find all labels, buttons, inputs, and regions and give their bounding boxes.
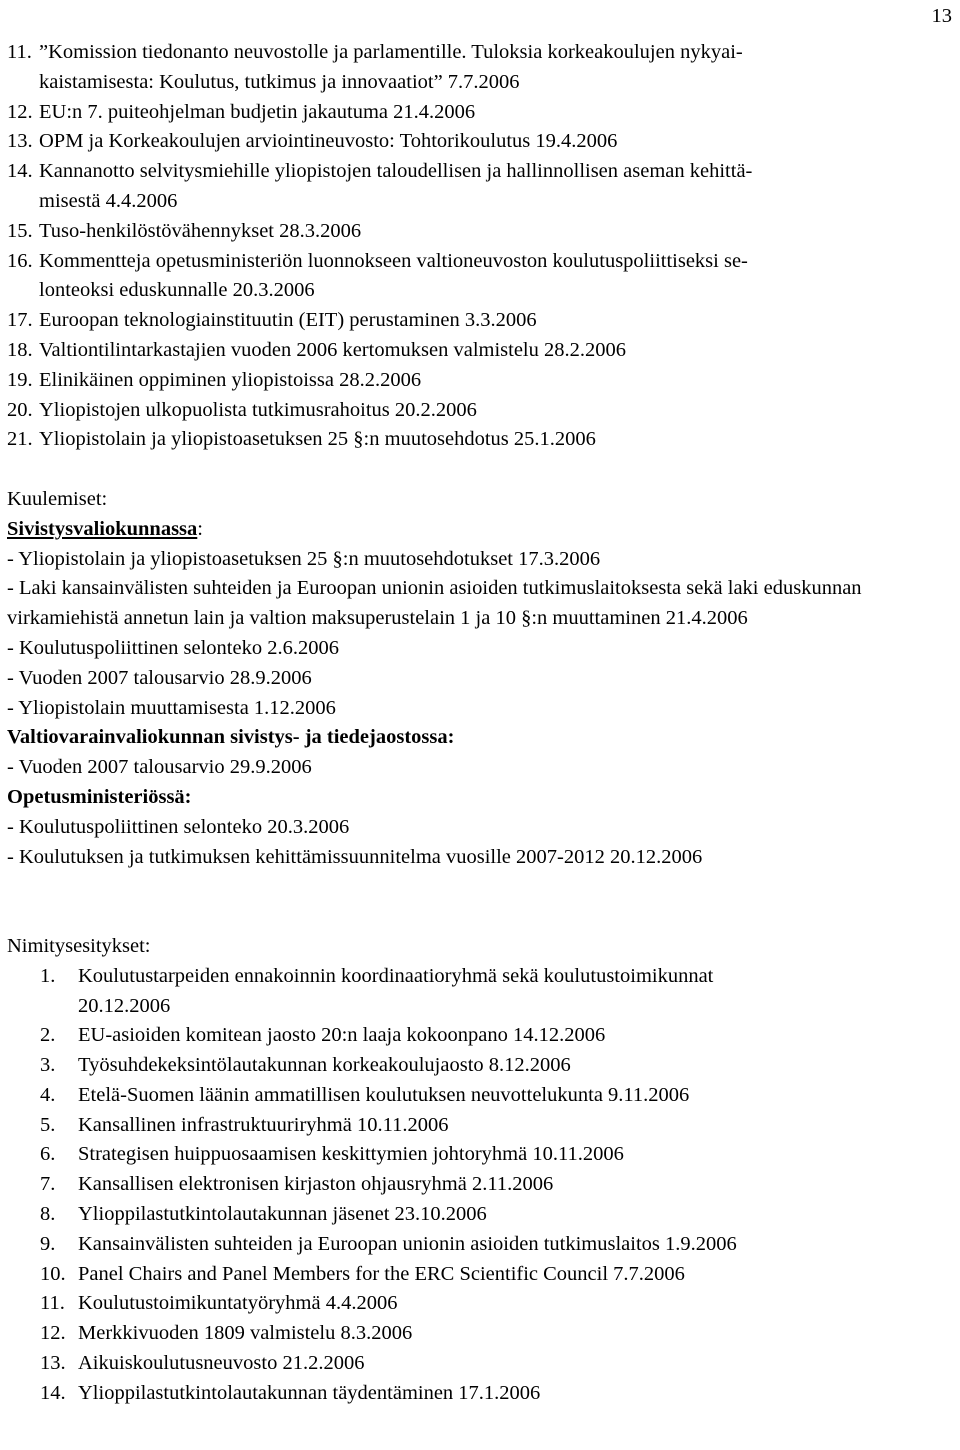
hearing-group-title: Opetusministeriössä: xyxy=(7,785,192,808)
item-text: Yliopistolain ja yliopistoasetuksen 25 §:n muutosehdotus 25.1.2006 xyxy=(39,428,596,451)
item-text: Kansainvälisten suhteiden ja Euroopan unionin asioiden tutkimuslaitos 1.9.2006 xyxy=(78,1232,737,1255)
list-item xyxy=(7,247,953,307)
item-text: Työsuhdekeksintölautakunnan korkeakoulujaosto 8.12.2006 xyxy=(78,1054,571,1077)
item-number: 9. xyxy=(40,1232,56,1255)
hearing-group-title: Valtiovarainvaliokunnan sivistys- ja tiedejaostossa: xyxy=(7,726,455,749)
item-number: 5. xyxy=(40,1113,56,1136)
item-number: 4. xyxy=(40,1083,56,1106)
nominations-section xyxy=(7,932,953,1409)
item-text: Ylioppilastutkintolautakunnan jäsenet 23.10.2006 xyxy=(78,1203,487,1226)
list-item xyxy=(7,38,953,98)
list-item xyxy=(40,1081,953,1111)
list-item xyxy=(40,1319,953,1349)
nominations-list xyxy=(7,962,953,1409)
item-text: Tuso-henkilöstövähennykset 28.3.2006 xyxy=(39,219,362,242)
hearing-item: - Yliopistolain muuttamisesta 1.12.2006 xyxy=(7,696,336,719)
hearing-item: - Vuoden 2007 talousarvio 28.9.2006 xyxy=(7,666,312,689)
item-number: 17. xyxy=(7,309,33,332)
item-number: 20. xyxy=(7,398,33,421)
list-item xyxy=(40,1170,953,1200)
item-text: Koulutustoimikuntatyöryhmä 4.4.2006 xyxy=(78,1292,398,1315)
item-text: Ylioppilastutkintolautakunnan täydentäminen 17.1.2006 xyxy=(78,1381,541,1404)
item-number: 19. xyxy=(7,368,33,391)
item-text: Valtiontilintarkastajien vuoden 2006 kertomuksen valmistelu 28.2.2006 xyxy=(39,338,627,361)
item-text: EU:n 7. puiteohjelman budjetin jakautuma 21.4.2006 xyxy=(39,100,476,123)
list-item xyxy=(40,1379,953,1409)
statements-list xyxy=(7,38,953,455)
page-number: 13 xyxy=(931,5,952,27)
hearings-section xyxy=(7,485,953,872)
item-text: Koulutustarpeiden ennakoinnin koordinaatioryhmä sekä koulutustoimikunnat 20.12.2006 xyxy=(78,964,714,1017)
item-text: Kansallisen elektronisen kirjaston ohjausryhmä 2.11.2006 xyxy=(78,1173,554,1196)
list-item xyxy=(40,1140,953,1170)
hearing-item: - Yliopistolain ja yliopistoasetuksen 25 §:n muutosehdotukset 17.3.2006 xyxy=(7,547,601,570)
item-text: Aikuiskoulutusneuvosto 21.2.2006 xyxy=(78,1352,365,1375)
hearing-item: - Vuoden 2007 talousarvio 29.9.2006 xyxy=(7,756,312,779)
item-number: 13. xyxy=(7,130,33,153)
list-item xyxy=(40,1111,953,1141)
list-item xyxy=(7,127,953,157)
item-number: 16. xyxy=(7,249,33,272)
item-number: 1. xyxy=(40,964,56,987)
nominations-heading: Nimitysesitykset: xyxy=(7,934,151,957)
item-text: Euroopan teknologiainstituutin (EIT) perustaminen 3.3.2006 xyxy=(39,309,537,332)
item-text: Strategisen huippuosaamisen keskittymien johtoryhmä 10.11.2006 xyxy=(78,1143,624,1166)
item-text: Kansallinen infrastruktuuriryhmä 10.11.2006 xyxy=(78,1113,449,1136)
list-item xyxy=(40,1200,953,1230)
item-text: Panel Chairs and Panel Members for the ERC Scientific Council 7.7.2006 xyxy=(78,1262,685,1285)
list-item xyxy=(40,1289,953,1319)
hearing-item: - Koulutuspoliittinen selonteko 20.3.2006 xyxy=(7,815,350,838)
item-number: 14. xyxy=(7,160,33,183)
item-number: 12. xyxy=(40,1322,66,1345)
list-item xyxy=(40,1051,953,1081)
item-number: 14. xyxy=(40,1381,66,1404)
list-item xyxy=(40,962,953,1022)
item-number: 11. xyxy=(7,41,32,63)
hearing-item: - Laki kansainvälisten suhteiden ja Euroopan unionin asioiden tutkimuslaitoksesta sekä laki eduskunnan virkamiehistä annetun lain ja valtion maksuperustelain 1 ja 10 §:n muuttaminen 21.4.2006 xyxy=(7,577,862,630)
list-item xyxy=(7,157,953,217)
item-number: 10. xyxy=(40,1262,66,1285)
item-number: 3. xyxy=(40,1054,56,1077)
item-text: Yliopistojen ulkopuolista tutkimusrahoitus 20.2.2006 xyxy=(39,398,477,421)
item-number: 21. xyxy=(7,428,33,451)
list-item xyxy=(40,1260,953,1290)
item-number: 13. xyxy=(40,1352,66,1375)
list-item xyxy=(7,425,953,455)
item-text: OPM ja Korkeakoulujen arviointineuvosto: Tohtorikoulutus 19.4.2006 xyxy=(39,130,618,153)
item-number: 11. xyxy=(40,1292,65,1315)
list-item xyxy=(7,98,953,128)
item-text: ”Komission tiedonanto neuvostolle ja parlamentille. Tuloksia korkeakoulujen nykyai- kaistamisesta: Koulutus, tutkimus ja innovaatiot” 7.7.2006 xyxy=(39,41,743,93)
hearing-item: - Koulutuksen ja tutkimuksen kehittämissuunnitelma vuosille 2007-2012 20.12.2006 xyxy=(7,845,703,868)
list-item xyxy=(40,1230,953,1260)
hearing-item: - Koulutuspoliittinen selonteko 2.6.2006 xyxy=(7,636,339,659)
list-item xyxy=(40,1349,953,1379)
item-text: Kannanotto selvitysmiehille yliopistojen taloudellisen ja hallinnollisen aseman kehittä- misestä 4.4.2006 xyxy=(39,160,753,212)
item-text: Kommentteja opetusministeriön luonnokseen valtioneuvoston koulutuspoliittiseksi se- lonteoksi eduskunnalle 20.3.2006 xyxy=(39,249,748,302)
hearing-group-title: Sivistysvaliokunnassa: xyxy=(7,517,203,540)
item-number: 18. xyxy=(7,338,33,361)
item-number: 2. xyxy=(40,1024,56,1047)
item-text: EU-asioiden komitean jaosto 20:n laaja kokoonpano 14.12.2006 xyxy=(78,1024,606,1047)
list-item xyxy=(7,336,953,366)
item-text: Merkkivuoden 1809 valmistelu 8.3.2006 xyxy=(78,1322,413,1345)
item-number: 8. xyxy=(40,1203,56,1226)
item-text: Etelä-Suomen läänin ammatillisen koulutuksen neuvottelukunta 9.11.2006 xyxy=(78,1083,690,1106)
item-text: Elinikäinen oppiminen yliopistoissa 28.2.2006 xyxy=(39,368,422,391)
item-number: 15. xyxy=(7,219,33,242)
list-item xyxy=(40,1021,953,1051)
list-item xyxy=(7,306,953,336)
item-number: 6. xyxy=(40,1143,56,1166)
list-item xyxy=(7,396,953,426)
document-body xyxy=(7,38,953,1409)
hearings-heading: Kuulemiset: xyxy=(7,487,108,510)
item-number: 12. xyxy=(7,100,33,123)
item-number: 7. xyxy=(40,1173,56,1196)
list-item xyxy=(7,217,953,247)
list-item xyxy=(7,366,953,396)
